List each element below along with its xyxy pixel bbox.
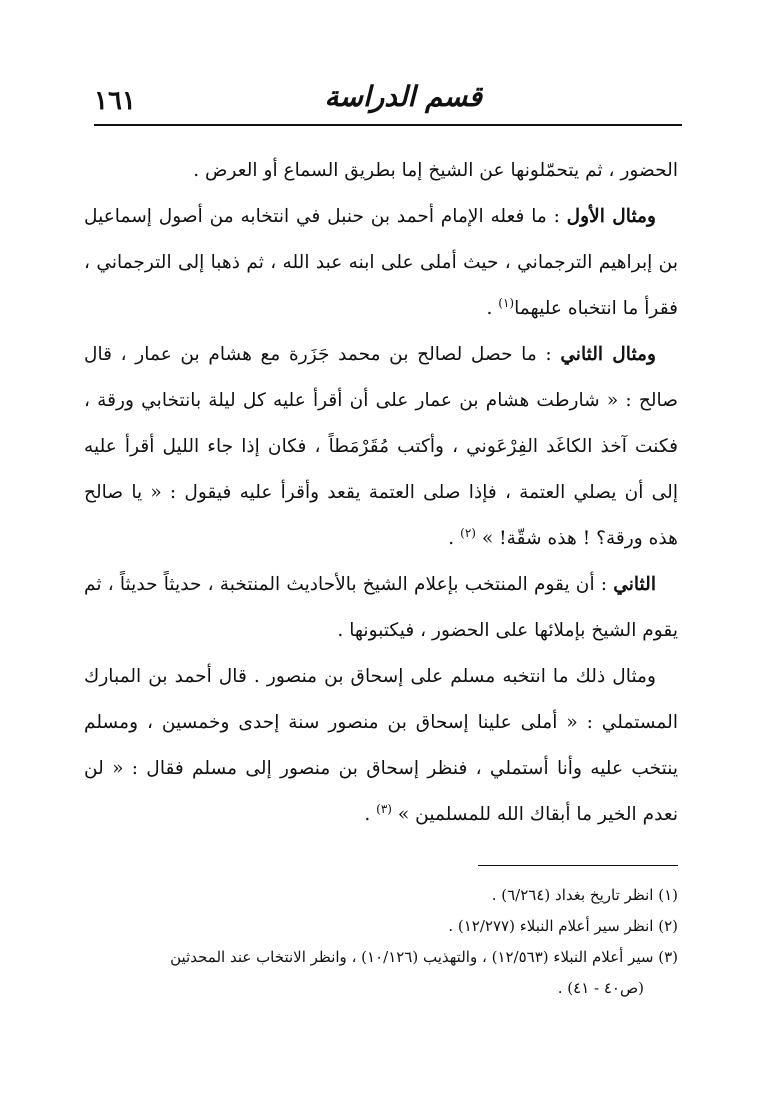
paragraph-lead: ومثال الأول [566,206,656,227]
running-header [94,80,682,124]
paragraph-2 [84,194,678,332]
page-number: ١٦١ [94,86,136,116]
paragraph-4 [84,562,678,654]
paragraph-text: : ما فعله الإمام أحمد بن حنبل في انتخابه من أصول إسماعيل بن إبراهيم الترجماني ، حيث أملى على ابنه عبد الله ، ثم ذهبا إلى الترجماني ، فقرأ ما انتخباه عليهما [84,206,678,319]
footnote-ref-3: (٣) [376,801,392,816]
footnotes [84,880,678,1004]
footnote-2: (٢) انظر سير أعلام النبلاء (١٢/٢٧٧) . [448,917,678,935]
section-title: قسم الدراسة [324,80,482,113]
paragraph-5 [84,654,678,838]
paragraph-text: : ما حصل لصالح بن محمد جَزَرة مع هشام بن عمار ، قال صالح : « شارطت هشام بن عمار على أن أقرأ عليه كل ليلة بانتخابي ورقة ، فكنت آخذ الكاغَد الفِرْعَوني ، وأكتب مُقَرْمَطاً ، فكان إذا جاء الليل أقرأ عليه إلى أن يصلي العتمة ، فإذا صلى العتمة يقعد وأقرأ عليه فيقول : « يا صالح هذه ورقة؟ ! هذه شقّة! » [84,344,678,549]
footnote-3: (٣) سير أعلام النبلاء (١٢/٥٦٣) ، والتهذيب (١٠/١٢٦) ، وانظر الانتخاب عند المحدثين [170,948,678,966]
paragraph-text: ومثال ذلك ما انتخبه مسلم على إسحاق بن منصور . قال أحمد بن المبارك المستملي : « أملى علينا إسحاق بن منصور سنة إحدى وخمسين ، ومسلم ينتخب عليه وأنا أستملي ، فنظر إسحاق بن منصور إلى مسلم فقال : « لن نعدم الخير ما أبقاك الله للمسلمين » [84,666,678,825]
paragraph-text: الحضور ، ثم يتحمّلونها عن الشيخ إما بطريق السماع أو العرض . [193,160,678,181]
header-rule [94,124,682,126]
paragraph-3 [84,332,678,562]
paragraph-end: . [486,298,499,319]
footnote-3-continued: (ص٤٠ - ٤١) . [557,979,644,997]
paragraph-end: . [364,804,377,825]
footnote-ref-1: (١) [498,295,515,310]
paragraph-end: . [448,528,461,549]
body-text [84,148,678,838]
paragraph-lead: الثاني [613,574,656,595]
paragraph-lead: ومثال الثاني [560,344,656,365]
paragraph-text: : أن يقوم المنتخب بإعلام الشيخ بالأحاديث المنتخبة ، حديثاً حديثاً ، ثم يقوم الشيخ بإملائها على الحضور ، فيكتبونها . [84,574,678,641]
footnote-1: (١) انظر تاريخ بغداد (٦/٢٦٤) . [491,886,678,904]
footnote-ref-2: (٢) [460,525,476,540]
paragraph-1 [84,148,678,194]
footnote-rule [478,865,678,866]
